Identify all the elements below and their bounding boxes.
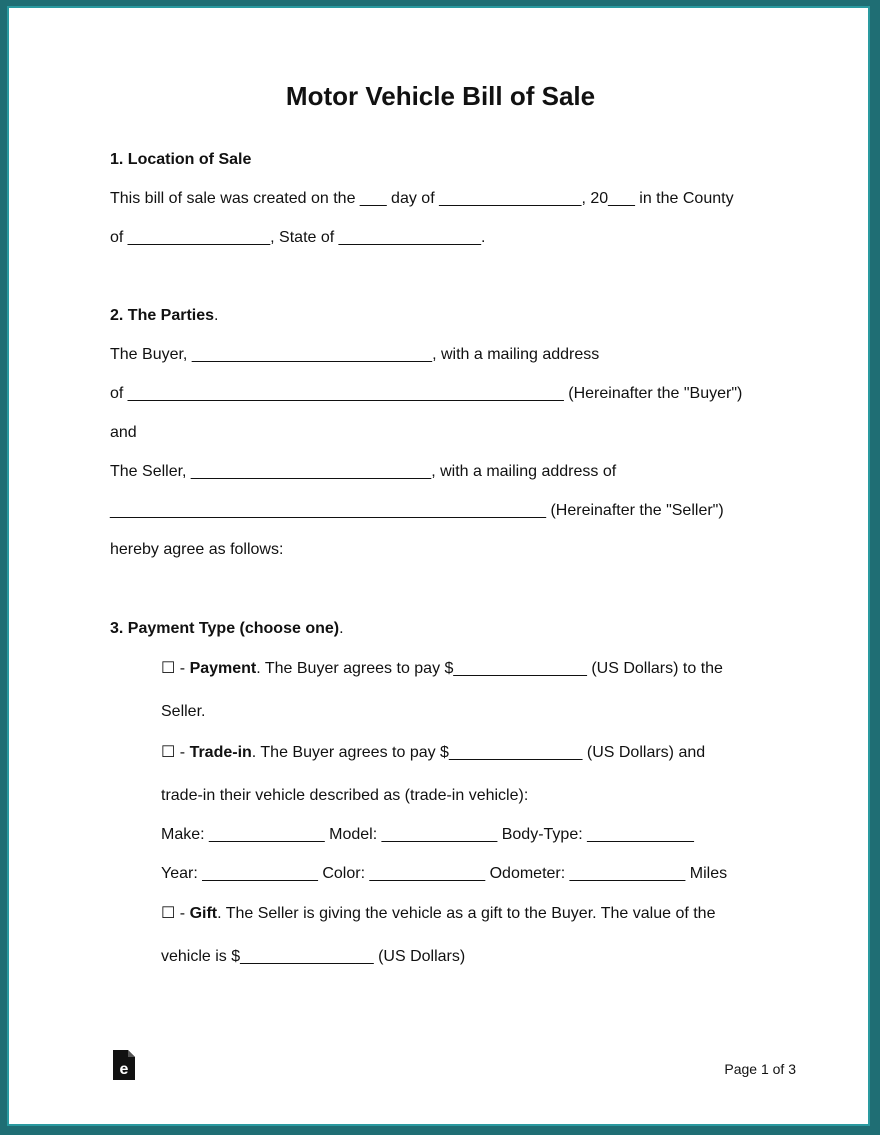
payment-label: Payment <box>189 660 257 677</box>
location-line-2: of ________________, State of ________________. <box>110 229 486 246</box>
tradein-make-row: Make: _____________ Model: _____________ Body-Type: ____________ <box>161 826 694 843</box>
payment-continuation: Seller. <box>161 703 206 720</box>
document-title: Motor Vehicle Bill of Sale <box>285 81 596 111</box>
agreement-text: hereby agree as follows: <box>110 541 284 558</box>
page-number: Page 1 of 3 <box>724 1061 796 1077</box>
section-3-heading-punct: . <box>339 620 344 637</box>
seller-line-2: _________________________________________________ (Hereinafter the "Seller") <box>110 502 724 519</box>
section-2-heading-text: 2. The Parties <box>110 307 215 324</box>
buyer-line-1: The Buyer, ___________________________, with a mailing address <box>110 346 600 363</box>
tradein-text: . The Buyer agrees to pay $_______________ (US Dollars) and <box>251 744 706 761</box>
buyer-line-2: of _________________________________________________ (Hereinafter the "Buyer") <box>110 385 743 402</box>
gift-option <box>161 904 715 924</box>
section-3-heading <box>110 619 344 639</box>
section-1-heading: 1. Location of Sale <box>110 151 252 168</box>
eforms-logo-icon <box>113 1050 135 1080</box>
payment-text: . The Buyer agrees to pay $_______________ (US Dollars) to the <box>256 660 723 677</box>
tradein-continuation: trade-in their vehicle described as (trade-in vehicle): <box>161 787 529 804</box>
tradein-label: Trade-in <box>189 744 252 761</box>
section-3-heading-text: 3. Payment Type (choose one) <box>110 620 340 637</box>
tradein-year-row: Year: _____________ Color: _____________ Odometer: _____________ Miles <box>161 865 728 882</box>
gift-checkbox[interactable]: ☐ - <box>161 905 190 922</box>
document-page <box>7 6 870 1126</box>
and-text: and <box>110 424 137 441</box>
payment-checkbox[interactable]: ☐ - <box>161 660 190 677</box>
section-2-heading-punct: . <box>214 307 219 324</box>
seller-line-1: The Seller, ___________________________, with a mailing address of <box>110 463 617 480</box>
payment-option <box>161 659 723 679</box>
gift-text: . The Seller is giving the vehicle as a gift to the Buyer. The value of the <box>217 905 716 922</box>
location-line-1: This bill of sale was created on the ___ day of ________________, 20___ in the County <box>110 190 734 207</box>
svg-text:e: e <box>119 1061 129 1078</box>
gift-label: Gift <box>189 905 218 922</box>
gift-continuation: vehicle is $_______________ (US Dollars) <box>161 948 466 965</box>
tradein-option <box>161 743 705 763</box>
tradein-checkbox[interactable]: ☐ - <box>161 744 190 761</box>
section-2-heading <box>110 306 219 326</box>
